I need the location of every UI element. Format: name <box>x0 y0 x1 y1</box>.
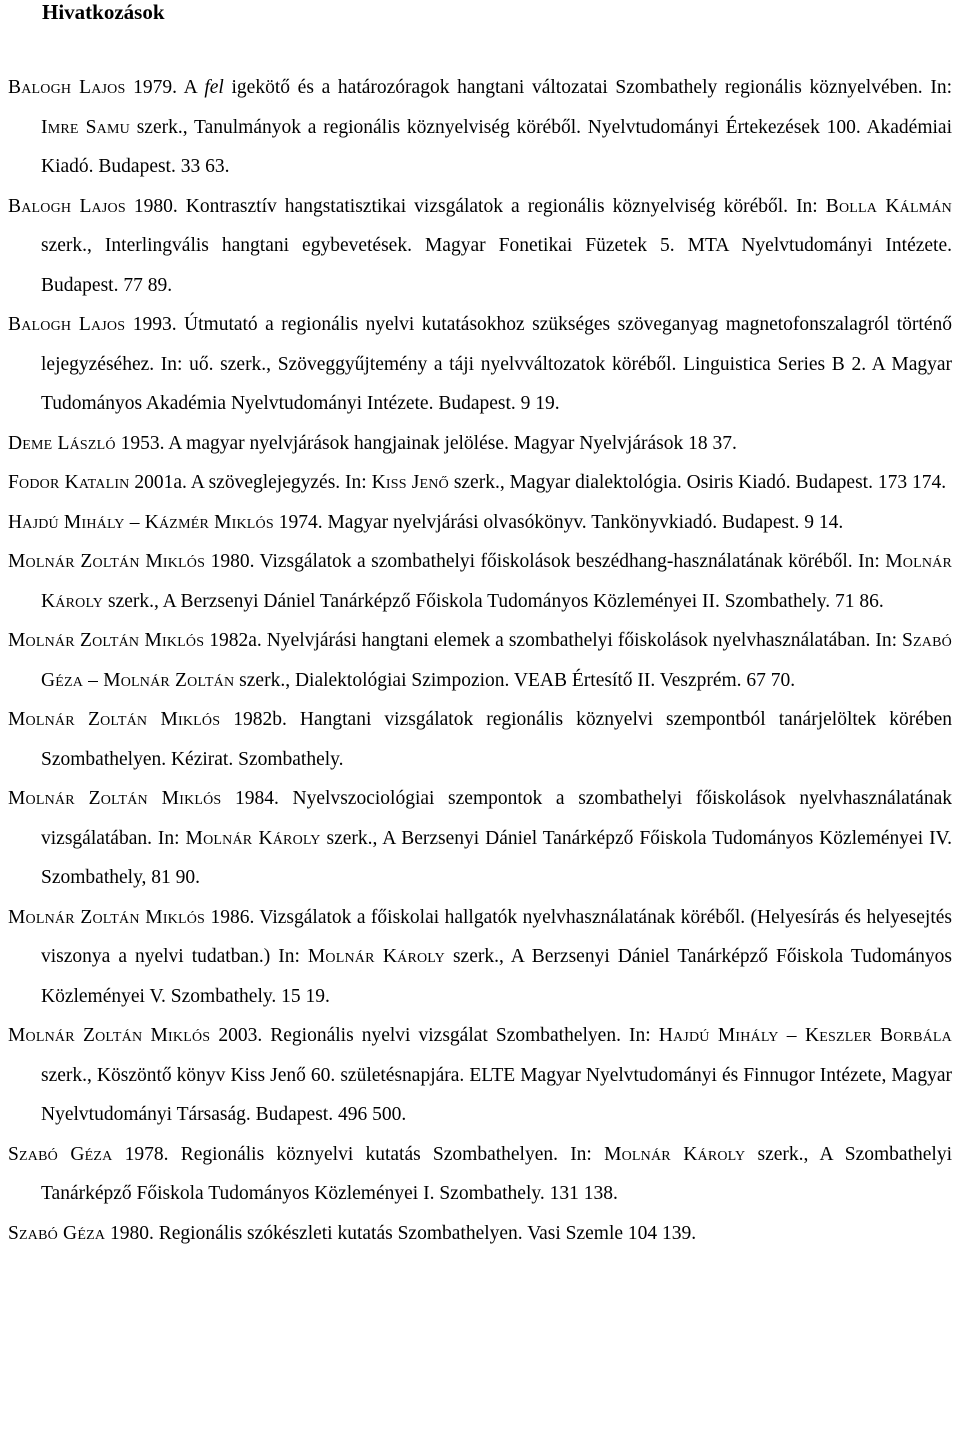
reference-text: 1980. Vizsgálatok a szombathelyi főiskolások beszédhang-használatának köréből. In: <box>205 551 886 572</box>
reference-entry <box>8 1016 952 1135</box>
reference-author: Molnár Zoltán Miklós <box>8 906 206 928</box>
reference-text: 1980. Regionális szókészleti kutatás Szombathelyen. Vasi Szemle 104 139. <box>105 1222 697 1244</box>
reference-text: szerk., A Berzsenyi Dániel Tanárképző Főiskola Tudományos Közleményei IV. Szombathely, 81 90. <box>41 827 953 888</box>
reference-text: 1974. Magyar nyelvjárási olvasókönyv. Tankönyvkiadó. Budapest. 9 14. <box>273 511 844 533</box>
reference-italic-term: fel <box>204 77 224 98</box>
reference-author: Balogh Lajos <box>8 77 126 98</box>
reference-text: szerk., Dialektológiai Szimpozion. VEAB Értesítő II. Veszprém. 67 70. <box>234 669 796 691</box>
reference-author: Balogh Lajos <box>8 195 126 217</box>
reference-text: 2001a. A szöveglejegyzés. In: <box>129 472 372 493</box>
reference-author: Molnár Károly <box>604 1143 746 1165</box>
reference-text: 1953. A magyar nyelvjárások hangjainak jelölése. Magyar Nyelvjárások 18 37. <box>115 432 737 454</box>
reference-text: 1978. Regionális köznyelvi kutatás Szombathelyen. In: <box>112 1143 605 1165</box>
reference-author: Szabó Géza <box>8 1222 106 1244</box>
reference-entry <box>8 187 952 306</box>
reference-author: Szabó Géza <box>8 1143 113 1165</box>
section-heading: Hivatkozások <box>42 0 165 24</box>
reference-text: 1982a. Nyelvjárási hangtani elemek a szombathelyi főiskolások nyelvhasználatában. In: <box>204 630 903 651</box>
reference-text: szerk., Tanulmányok a regionális köznyelviség köréből. Nyelvtudományi Értekezések 100. Akadémiai Kiadó. Budapest. 33 63. <box>41 116 952 177</box>
reference-author: Deme László <box>8 432 116 454</box>
reference-text: 2003. Regionális nyelvi vizsgálat Szombathelyen. In: <box>210 1025 659 1046</box>
reference-entry <box>8 463 952 503</box>
reference-author: Bolla Kálmán <box>825 195 952 217</box>
reference-author: Hajdú Mihály – Keszler Borbála <box>658 1025 952 1046</box>
reference-author: Kiss Jenő <box>371 472 449 493</box>
reference-text: szerk., Magyar dialektológia. Osiris Kiadó. Budapest. 173 174. <box>448 472 947 493</box>
reference-author: Molnár Zoltán Miklós <box>8 630 205 651</box>
reference-text: igekötő és a határozóragok hangtani változatai Szombathely regionális köznyelvében. In: <box>223 77 952 98</box>
reference-author: Imre Samu <box>41 116 130 138</box>
reference-author: Molnár Károly <box>307 946 445 967</box>
reference-text: 1979. A <box>125 77 205 98</box>
reference-entry <box>8 621 952 700</box>
reference-text: szerk., A Szombathelyi Tanárképző Főiskola Tudományos Közleményei I. Szombathely. 131 138. <box>41 1143 952 1204</box>
reference-entry <box>8 779 952 898</box>
reference-entry <box>8 68 952 187</box>
reference-entry <box>8 1135 952 1214</box>
reference-author: Molnár Károly <box>41 551 952 612</box>
reference-entry <box>8 305 952 424</box>
reference-text: 1986. Vizsgálatok a főiskolai hallgatók nyelvhasználatának köréből. (Helyesírás és helyesejtés viszonya a nyelvi tudatban.) In: <box>41 906 952 967</box>
reference-author: Molnár Károly <box>185 827 321 849</box>
reference-entry <box>8 542 952 621</box>
reference-author: Szabó Géza – Molnár Zoltán <box>41 630 952 691</box>
reference-entry <box>8 424 952 464</box>
reference-author: Molnár Zoltán Miklós <box>8 551 206 572</box>
reference-entry <box>8 700 952 779</box>
reference-entry <box>8 1214 952 1254</box>
reference-text: szerk., Köszöntő könyv Kiss Jenő 60. születésnapjára. ELTE Magyar Nyelvtudományi és Finnugor Intézete, Magyar Nyelvtudományi Társaság. Budapest. 496 500. <box>41 1064 952 1125</box>
reference-author: Molnár Zoltán Miklós <box>8 709 221 730</box>
reference-text: szerk., A Berzsenyi Dániel Tanárképző Főiskola Tudományos Közleményei V. Szombathely. 15 19. <box>41 946 952 1007</box>
reference-text: 1982b. Hangtani vizsgálatok regionális köznyelvi szempontból tanárjelöltek körében Szombathelyen. Kézirat. Szombathely. <box>41 709 953 770</box>
reference-text: szerk., Interlingvális hangtani egybevetések. Magyar Fonetikai Füzetek 5. MTA Nyelvtudományi Intézete. Budapest. 77 89. <box>41 235 952 296</box>
reference-author: Fodor Katalin <box>8 472 130 493</box>
reference-author: Balogh Lajos <box>8 314 126 335</box>
reference-entry <box>8 898 952 1017</box>
reference-list <box>8 68 952 1253</box>
reference-entry <box>8 503 952 543</box>
reference-text: szerk., A Berzsenyi Dániel Tanárképző Főiskola Tudományos Közleményei II. Szombathely. 71 86. <box>103 590 884 612</box>
reference-author: Molnár Zoltán Miklós <box>8 1025 211 1046</box>
reference-author: Hajdú Mihály – Kázmér Miklós <box>8 511 274 533</box>
reference-author: Molnár Zoltán Miklós <box>8 788 222 809</box>
reference-text: 1980. Kontrasztív hangstatisztikai vizsgálatok a regionális köznyelviség köréből. In: <box>125 195 826 217</box>
reference-text: 1984. Nyelvszociológiai szempontok a szombathelyi főiskolások nyelvhasználatának vizsgálatában. In: <box>41 788 952 849</box>
reference-text: 1993. Útmutató a regionális nyelvi kutatásokhoz szükséges szöveganyag magnetofonszalagról történő lejegyzéséhez. In: uő. szerk., Szöveggyűjtemény a táji nyelvváltozatok köréből. Linguistica Series B 2. A Magyar Tudományos Akadémia Nyelvtudományi Intézete. Budapest. 9 19. <box>41 314 952 414</box>
